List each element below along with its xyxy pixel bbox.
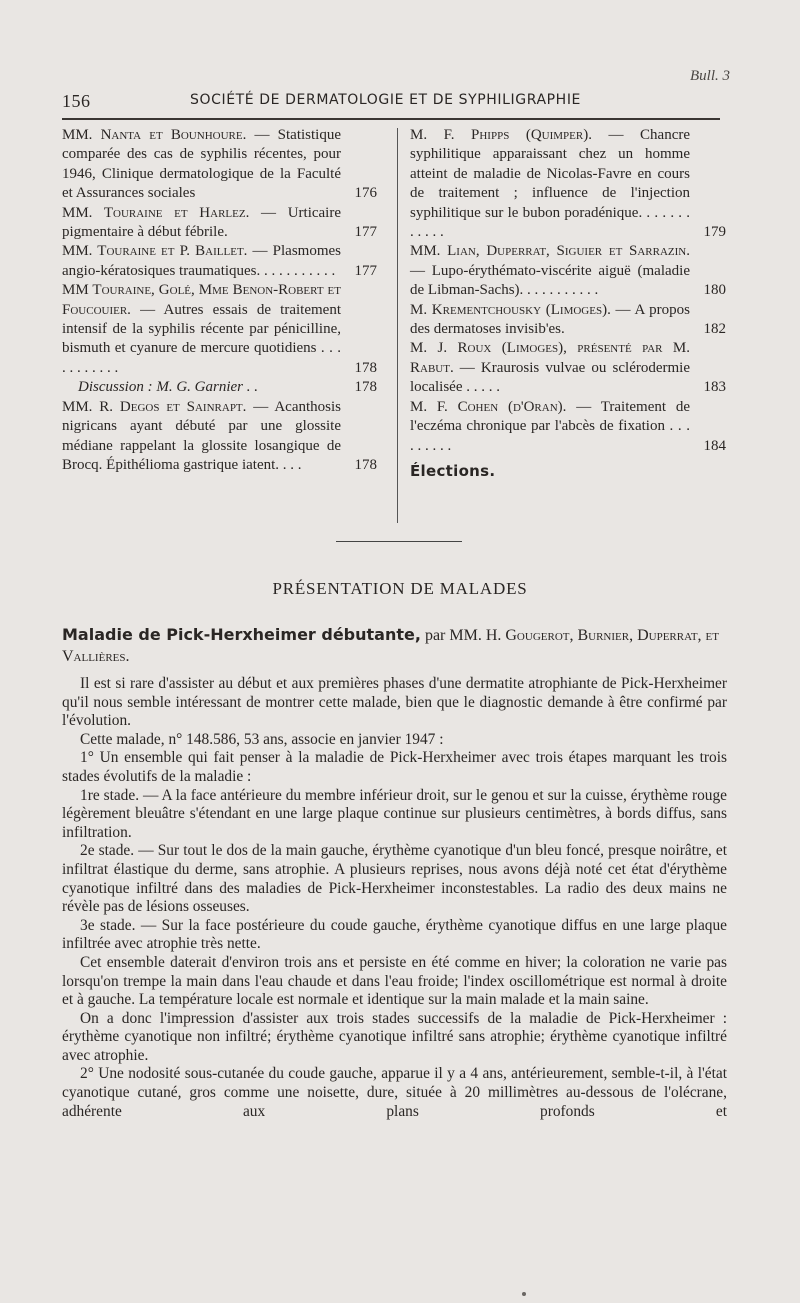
toc-authors: MM. R. Degos et Sainrapt. (62, 398, 247, 415)
paragraph: 2° Une nodosité sous-cutanée du coude gauche, apparue il y a 4 ans, antérieurement, semble-t-il, à l'état cyanotique cutané, gros comme une noisette, dure, située à 20 millimètres au-dessous de l'olécrane, adhérente aux plans profonds et (62, 1065, 727, 1120)
paragraph-stage-2: 2e stade. — Sur tout le dos de la main gauche, érythème cyanotique d'un bleu foncé, presque noirâtre, et infiltrat élastique du derme, sans atrophie. A plusieurs reprises, nous avons déjà noté cet état d'érythème cyanotique infiltré dans des maladies de Pick-Herxheimer inconstestables. La radio des deux mains ne révèle pas de lésions osseuses. (62, 842, 727, 916)
toc-sep: — (247, 243, 273, 260)
toc-page: 182 (703, 321, 726, 338)
toc-entry (410, 398, 726, 456)
toc-entry (62, 281, 377, 378)
paragraph: 1° Un ensemble qui fait penser à la maladie de Pick-Herxheimer avec trois étapes marquant les trois stades évolutifs de la maladie : (62, 749, 727, 785)
print-speck (522, 1292, 526, 1296)
toc-entry-discussion (62, 378, 377, 397)
toc-entry (62, 242, 377, 281)
toc-authors: MM Touraine, Golé, Mme Benon-Robert et Foucouier. (62, 282, 341, 318)
toc-authors: MM. Touraine et P. Baillet. (62, 243, 248, 260)
toc-entry (62, 126, 377, 204)
paragraph-stage-1: 1re stade. — A la face antérieure du membre inférieur droit, sur le genou et sur la cuisse, érythème rouge légèrement bleuâtre s'étendant en une large plaque continue sur plusieurs centimètres, à bords diffus, sans infiltration. (62, 786, 727, 841)
toc-entry (410, 126, 726, 242)
toc-sep: — (130, 301, 164, 318)
toc-page: 180 (703, 282, 726, 299)
toc-sep: — (410, 262, 432, 279)
header-rule (62, 118, 720, 120)
toc-title: Plasmomes angio-kératosiques traumatiques. . . . . . . . . . . (62, 243, 342, 279)
toc-page: 184 (703, 437, 726, 454)
article-body (62, 675, 727, 1121)
toc-discussion: Discussion : M. G. Garnier . . (78, 379, 258, 396)
toc-page: 178 (354, 379, 377, 396)
article-authors: Gougerot, Burnier, Duperrat, et Vallières. (62, 627, 719, 665)
running-header (62, 89, 722, 115)
paragraph: Il est si rare d'assister au début et aux premières phases d'une dermatite atrophiante de Pick-Herxheimer qu'il nous semble intéressant de montrer cette malade, bien que le diagnostic demande à être confirmé par l'évolution. (62, 675, 727, 730)
toc-page: 179 (703, 224, 726, 241)
paragraph: Cet ensemble daterait d'environ trois ans et persiste en été comme en hiver; la coloration ne varie pas lorsqu'on trempe la main dans l'eau chaude et dans l'eau froide; l'index oscillométrique est normal à droite et à gauche. La température locale est normale et identique sur la main malade et la main saine. (62, 953, 727, 1009)
toc-authors: M. F. Phipps (Quimper). (410, 127, 592, 143)
toc-sep: — (249, 204, 288, 221)
toc-entry (410, 301, 726, 340)
toc-sep: — (246, 127, 278, 143)
toc-title: Lupo-érythémato-viscérite aiguë (maladie de Libman-Sachs). . . . . . . . . . . (410, 262, 690, 299)
toc-title: Chancre syphilitique apparaissant chez un homme atteint de maladie de Nicolas-Favre en cours de traitement ; influence de l'injection syphilitique sur le bubon poradénique. . . . . . . . . . . . (410, 127, 691, 241)
toc-page: 176 (354, 185, 377, 202)
toc-title: Urticaire pigmentaire à début fébrile. (62, 204, 342, 241)
toc-sep: — (610, 301, 635, 318)
toc-authors: M. Krementchousky (Limoges). (410, 301, 611, 318)
toc-page: 177 (354, 262, 377, 279)
toc-title: Statistique comparée des cas de syphilis récentes, pour 1946, Clinique dermatologique de la Faculté et Assurances sociales (62, 127, 341, 202)
toc-entry (62, 204, 377, 243)
toc-page: 178 (354, 359, 377, 376)
paragraph: On a donc l'impression d'assister aux trois stades successifs de la maladie de Pick-Herxheimer : érythème cyanotique non infiltré; érythème cyanotique infiltré sans atrophie; érythème cyanotique infiltré avec atrophie. (62, 1009, 727, 1064)
running-title: SOCIÉTÉ DE DERMATOLOGIE ET DE SYPHILIGRAPHIE (190, 92, 581, 108)
toc-authors: MM. Lian, Duperrat, Siguier et Sarrazin. (410, 243, 690, 260)
toc-authors: M. F. Cohen (d'Oran). (410, 398, 567, 415)
toc-title: A propos des dermatoses invisib'es. (410, 301, 690, 338)
toc-left-column (62, 126, 377, 475)
toc-sep: — (453, 359, 481, 376)
paragraph: Cette malade, n° 148.586, 53 ans, associe en janvier 1947 : (80, 730, 444, 748)
toc-page: 183 (703, 379, 726, 396)
toc-title: Acanthosis nigricans ayant débuté par une glossite médiane rappelant la glossite losangique de Brocq. Épithélioma gastrique iatent. . . . (62, 398, 341, 473)
toc-authors: MM. Nanta et Bounhoure. (62, 127, 247, 143)
column-divider (397, 128, 398, 523)
toc-authors: MM. Touraine et Harlez. (62, 204, 250, 221)
toc-page: 178 (354, 456, 377, 473)
toc-entry (62, 398, 377, 476)
toc-authors: M. J. Roux (Limoges), présenté par M. Rabut. (410, 340, 690, 376)
article-heading: Maladie de Pick-Herxheimer débutante, (62, 625, 421, 644)
section-rule (336, 541, 462, 542)
toc-sep: — (591, 127, 641, 143)
toc-right-column (410, 126, 726, 481)
page-number: 156 (62, 91, 91, 111)
toc-sep: — (246, 398, 275, 415)
section-title: PRÉSENTATION DE MALADES (272, 579, 528, 598)
toc-elections: Élections. (410, 461, 496, 480)
bulletin-mark: Bull. 3 (690, 68, 730, 84)
toc-title: Traitement de l'eczéma chronique par l'abcès de fixation . . . . . . . . . (410, 398, 690, 454)
paragraph-stage-3: 3e stade. — Sur la face postérieure du coude gauche, érythème cyanotique diffus en une large plaque infiltrée avec atrophie très nette. (62, 916, 727, 953)
toc-page: 177 (354, 224, 377, 241)
toc-title: Autres essais de traitement intensif de la syphilis récente par pénicilline, bismuth et cyanure de mercure quotidiens . . . . . . . . . . . (62, 301, 341, 376)
toc-sep: — (566, 398, 601, 415)
toc-title: Kraurosis vulvae ou sclérodermie localisée . . . . . (410, 359, 690, 396)
toc-entry (410, 339, 726, 397)
article-authors-prefix: par MM. H. (424, 627, 506, 644)
toc-entry (410, 242, 726, 300)
article-title (62, 624, 727, 667)
